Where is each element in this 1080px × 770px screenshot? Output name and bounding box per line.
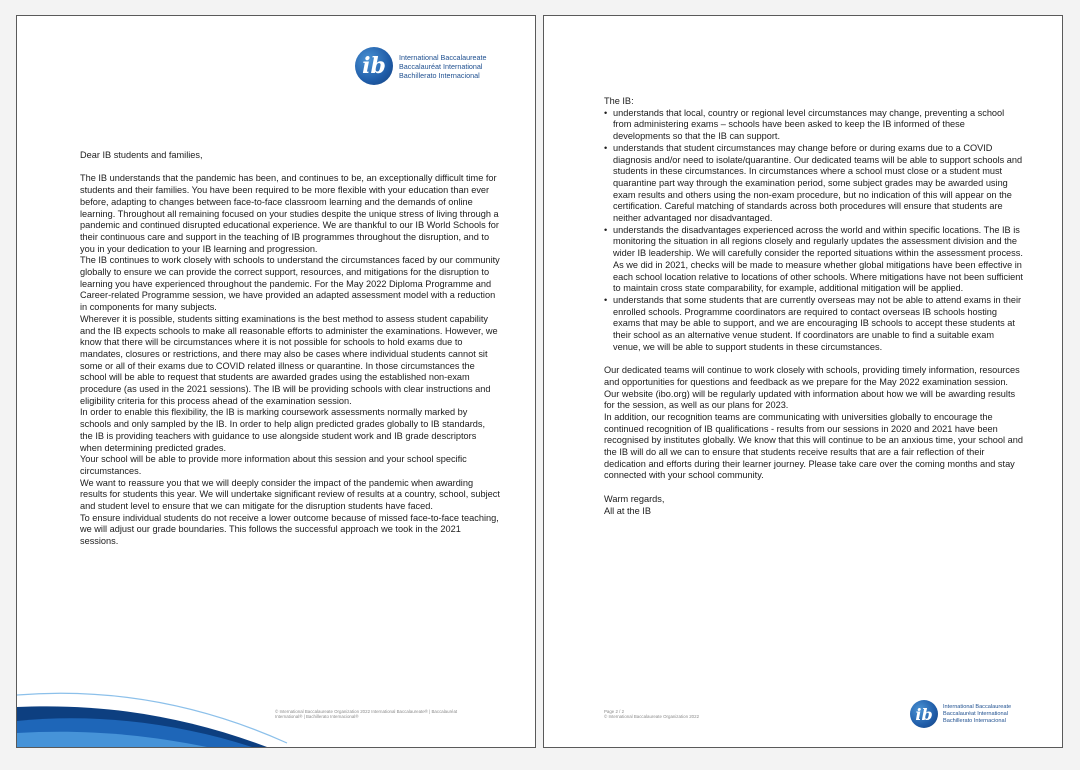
logo-line-3: Bachillerato Internacional	[399, 70, 480, 80]
intro-line: The IB:	[604, 96, 634, 106]
page-number: Page 2 / 2	[604, 709, 625, 714]
page-1-footer: © International Baccalaureate Organization 2022 International Baccalaureate® | Baccalauréat International® | Bachillerato Internacional®	[275, 709, 458, 720]
letter-body-page-1	[80, 150, 500, 548]
bullet-item: • understands that local, country or regional level circumstances may change, preventing a school from administering exams – schools have been asked to keep the IB informed of these developments so that the IB can support.	[604, 108, 1024, 143]
ib-logo-icon: ib	[355, 47, 393, 85]
greeting: Dear IB students and families,	[80, 150, 203, 160]
closing: Warm regards,	[604, 493, 665, 504]
ib-logo-text	[399, 53, 487, 80]
logo-line-1: International Baccalaureate	[943, 703, 1012, 710]
page-2-footer	[604, 709, 804, 720]
paragraph: In addition, our recognition teams are communicating with universities globally to encourage the continued recognition of IB qualifications - results from our sessions in 2020 and 2021 have been recognised by institutes globally. We know that this will continue to be an anxious time, your school and the IB will do all we can to ensure that students receive results that are a fair reflection of their dedication and efforts during their learner journey. Please take care over the coming months and stay connected with your school community.	[604, 411, 1023, 481]
paragraph: We want to reassure you that we will deeply consider the impact of the pandemic when awarding results for students this year. We will undertake significant review of results at a country, school, subject and student level to ensure that we can mitigate for the disruption students have faced.	[80, 477, 500, 512]
paragraph: The IB continues to work closely with schools to understand the circumstances faced by our community globally to ensure we can provide the correct support, resources, and mitigations for the disruption to learning you have experienced throughout the pandemic. For the May 2022 Diploma Programme and Career-related Programme session, we have provided an adapted assessment model with a reduction in components for many subjects.	[80, 255, 500, 313]
ib-logo-icon: ib	[910, 700, 938, 728]
document-page-2	[543, 15, 1063, 748]
letter-body-page-2	[604, 96, 1024, 517]
ib-logo-text	[943, 704, 1011, 725]
paragraph: In order to enable this flexibility, the IB is marking coursework assessments normally marked by schools and only sampled by the IB. In order to help align predicted grades globally to IB standards, the IB is providing teachers with guidance to use alongside student work and IB grade descriptors when determining predicted grades.	[80, 407, 486, 453]
bullet-list	[604, 108, 1024, 354]
bullet-item: • understands the disadvantages experienced across the world and within specific locations. The IB is monitoring the situation in all regions closely and regularly updates the assessment division and the wider IB leadership. We will carefully consider the reported situations within the assessment process. As we did in 2021, checks will be made to measure whether global mitigations have been effective in each school location relative to locations of other schools. Where mitigations have not been sufficient to maintain cross state comparability, for example, additional mitigation will be applied.	[604, 225, 1024, 295]
paragraph: Wherever it is possible, students sitting examinations is the best method to assess student capability and the IB expects schools to make all reasonable efforts to administer the examinations. However, we know that there will be circumstances where it is not possible for schools to hold exams due to mandates, closures or restrictions, and there may also be cases where individual students cannot sit some or all of their exams due to COVID related illness or quarantine. In those circumstances the school will be able to request that students are awarded grades using the established non-exam procedure (as used in the 2021 sessions). The IB will be providing schools with clear instructions and eligibility criteria for this process ahead of the examination session.	[80, 313, 498, 406]
paragraph: Our dedicated teams will continue to work closely with schools, providing timely information, resources and opportunities for questions and feedback as we prepare for the May 2022 examination session. Our website (ibo.org) will be regularly updated with information about how we will be awarding results for the session, as well as our plans for 2023.	[604, 365, 1020, 411]
logo-line-3: Bachillerato Internacional	[943, 717, 1006, 724]
paragraph: The IB understands that the pandemic has been, and continues to be, an exceptionally difficult time for students and their families. You have been required to be more flexible with your education than ever before, adapting to changes between face-to-face classroom learning and the demands of online learning. Throughout all remaining focused on your studies despite the unique stress of living through a pandemic and continued disrupted educational experience. We are thankful to our IB World Schools for their continuous care and support in the teaching of IB programmes throughout the disruption, and to you in your dedication to your IB learning and progression.	[80, 173, 499, 254]
bullet-item: • understands that some students that are currently overseas may not be able to attend exams in their enrolled schools. Programme coordinators are required to contact overseas IB schools hosting exams that may be able to support, and we are encouraging IB schools to accept these students at their school as an alternative venue student. If coordinators are unable to find a suitable exam venue, we will be able to support students in these circumstances.	[604, 295, 1024, 354]
logo-line-2: Baccalauréat International	[399, 61, 483, 71]
copyright-text: © International Baccalaureate Organization 2022	[604, 714, 700, 720]
ib-logo	[355, 47, 487, 85]
bullet-item: • understands that student circumstances may change before or during exams due to a COVID diagnosis and/or need to isolate/quarantine. Our dedicated teams will be able to support schools and students in these circumstances. In circumstances where a school must close or a student must quarantine part way through the examination period, some subject grades may be awarded using exam results and others using the non-exam procedure, but no indication of this will appear on the certification. Careful matching of standards across both procedures will ensure that students are neither advantaged nor disadvantaged.	[604, 143, 1024, 225]
ib-logo-small	[910, 700, 1011, 728]
document-page-1	[16, 15, 536, 748]
logo-line-2: Baccalauréat International	[943, 710, 1008, 717]
signature: All at the IB	[604, 505, 651, 516]
paragraph: Your school will be able to provide more information about this session and your school specific circumstances.	[80, 454, 467, 476]
paragraph: To ensure individual students do not receive a lower outcome because of missed face-to-face teaching, we will adjust our grade boundaries. This follows the successful approach we took in the 2021 sessions.	[80, 512, 499, 547]
logo-line-1: International Baccalaureate	[399, 52, 487, 62]
